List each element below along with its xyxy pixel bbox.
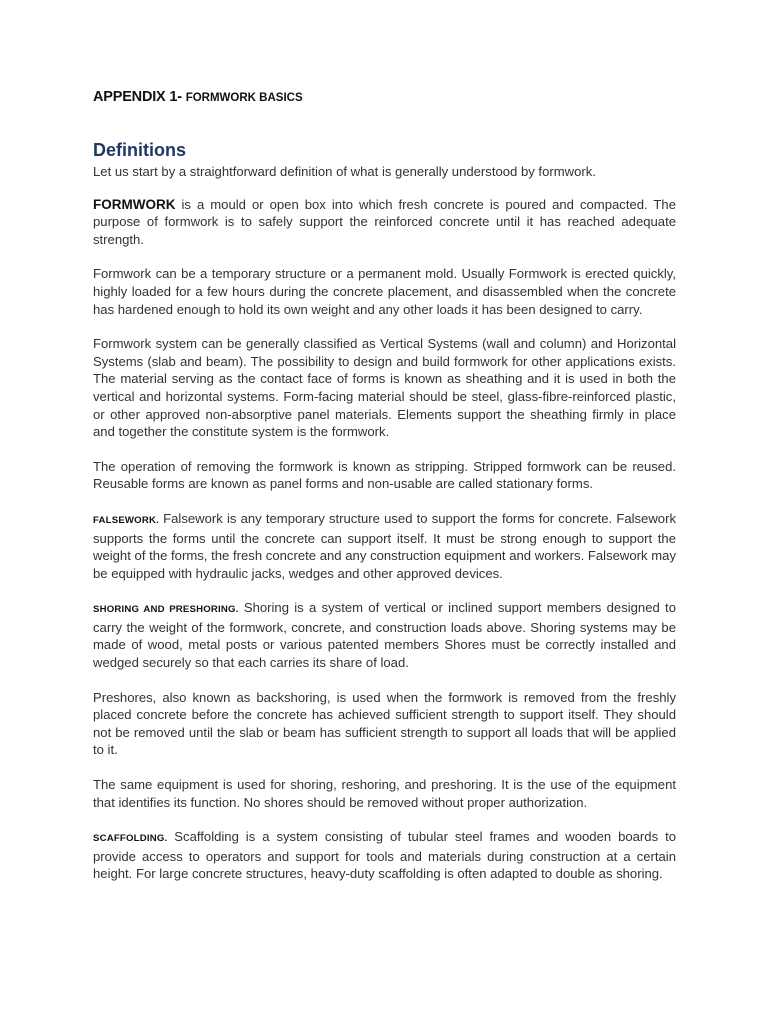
paragraph-text: Shoring is a system of vertical or inclined support members designed to carry the weight of the formwork, concrete, and construction loads above. Shoring systems may be made of wood, metal posts or various patented members Shores must be correctly installed and wedged securely so that each carries its share of load.: [93, 600, 676, 671]
paragraph-scaffolding: [93, 828, 676, 883]
appendix-subtitle: FORMWORK BASICS: [185, 92, 303, 104]
paragraph-text: Scaffolding is a system consisting of tubular steel frames and wooden boards to provide access to operators and support for tools and materials during construction at a certain height. For large concrete structures, heavy-duty scaffolding is often adapted to double as shoring.: [93, 829, 676, 882]
paragraph-text: Preshores, also known as backshoring, is used when the formwork is removed from the freshly placed concrete before the concrete has achieved sufficient strength to support itself. They should not be removed until the slab or beam has sufficient strength to support all loads that will be applied to it.: [93, 689, 676, 758]
paragraph-text: Formwork can be a temporary structure or a permanent mold. Usually Formwork is erected quickly, highly loaded for a few hours during the concrete placement, and disassembled when the concrete has hardened enough to hold its own weight and any other loads it has been designed to carry.: [93, 266, 676, 317]
paragraph-falsework: [93, 510, 676, 582]
paragraph-shoring: [93, 599, 676, 671]
document-body: [93, 163, 676, 900]
paragraph-text: Formwork system can be generally classified as Vertical Systems (wall and column) and Horizontal Systems (slab and beam). The possibility to design and build formwork for other applications exists. The material serving as the contact face of forms is known as sheathing and it is used in both the vertical and horizontal systems. Form-facing material should be steel, glass-fibre-reinforced plastic, or other approved non-absorptive panel materials. Elements support the sheathing firmly in place and together the constitute system is the formwork.: [93, 336, 676, 440]
paragraph-stripping: [93, 458, 676, 493]
intro-paragraph: Let us start by a straightforward definition of what is generally understood by formwork.: [93, 164, 596, 179]
appendix-heading: [93, 89, 303, 105]
section-title: Definitions: [93, 140, 186, 160]
paragraph-text: Falsework is any temporary structure used to support the forms for concrete. Falsework supports the forms until the concrete can support itself. It must be strong enough to support the weight of the forms, the fresh concrete and any construction equipment and workers. Falsework may be equipped with hydraulic jacks, wedges and other approved devices.: [93, 510, 676, 581]
term-shoring: SHORING AND PRESHORING.: [93, 604, 239, 616]
appendix-label: APPENDIX 1-: [93, 89, 182, 105]
paragraph-formwork: [93, 196, 676, 249]
paragraph-equipment: [93, 776, 676, 811]
term-formwork: FORMWORK: [93, 196, 176, 212]
paragraph-text: The same equipment is used for shoring, reshoring, and preshoring. It is the use of the equipment that identifies its function. No shores should be removed without proper authorization.: [93, 777, 676, 810]
paragraph-temporary-structure: [93, 265, 676, 318]
paragraph-formwork-system: [93, 335, 676, 441]
paragraph-preshores: [93, 689, 676, 759]
term-falsework: FALSEWORK.: [93, 514, 159, 526]
paragraph-text: The operation of removing the formwork is known as stripping. Stripped formwork can be reused. Reusable forms are known as panel forms and non-usable are called stationary forms.: [93, 458, 676, 492]
paragraph-text: is a mould or open box into which fresh concrete is poured and compacted. The purpose of formwork is to safely support the reinforced concrete until it has reached adequate strength.: [93, 196, 676, 247]
term-scaffolding: SCAFFOLDING.: [93, 833, 168, 845]
